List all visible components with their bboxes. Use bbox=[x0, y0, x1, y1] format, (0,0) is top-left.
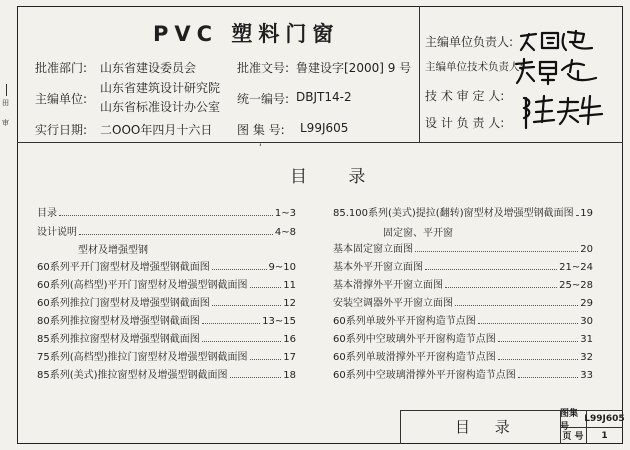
toc-leader bbox=[230, 377, 282, 378]
atlas-label: 图 集 号: bbox=[237, 123, 285, 137]
serial-label: 统一编号: bbox=[237, 92, 290, 106]
toc-item[interactable] bbox=[333, 260, 593, 273]
toc-item-page: 4~8 bbox=[274, 227, 296, 238]
toc-item-label: 60系列(高档型)平开门窗型材及增强型钢截面图 bbox=[37, 280, 248, 291]
doc-no-value: 鲁建设字[2000] 9 号 bbox=[296, 61, 412, 75]
margin-mark: 田 bbox=[2, 99, 9, 107]
toc-item-label: 60系列单玻滑撑外平开窗构造节点图 bbox=[333, 352, 496, 363]
approve-dept-value: 山东省建设委员会 bbox=[100, 61, 197, 75]
toc-item[interactable] bbox=[37, 296, 296, 309]
toc-item-page: 31 bbox=[580, 334, 593, 345]
toc-item[interactable] bbox=[37, 206, 296, 219]
toc-leader bbox=[250, 287, 282, 288]
title-block-atlas-label: 图集号 bbox=[560, 408, 579, 432]
toc-item-label: 85系列推拉窗型材及增强型钢截面图 bbox=[37, 334, 200, 345]
toc-item-label: 60系列平开门窗型材及增强型钢截面图 bbox=[37, 262, 210, 273]
toc-item-page: 19 bbox=[580, 208, 593, 219]
tick-mark: ' bbox=[259, 143, 262, 153]
toc-leader bbox=[59, 215, 273, 216]
toc-item[interactable] bbox=[37, 368, 296, 381]
toc-item[interactable] bbox=[333, 296, 593, 309]
title-block-left bbox=[400, 410, 401, 444]
toc-item[interactable] bbox=[333, 332, 593, 345]
margin-tick bbox=[6, 84, 7, 96]
toc-item-label: 85系列(美式)推拉窗型材及增强型钢截面图 bbox=[37, 370, 228, 381]
document-title: PVC 塑料门窗 bbox=[153, 22, 340, 46]
toc-item-page: 32 bbox=[580, 352, 593, 363]
signature-2 bbox=[512, 56, 602, 86]
toc-item-page: 20 bbox=[580, 244, 593, 255]
toc-item[interactable] bbox=[333, 206, 593, 219]
toc-item-label: 60系列推拉门窗型材及增强型钢截面图 bbox=[37, 298, 210, 309]
toc-item[interactable] bbox=[333, 314, 593, 327]
toc-item[interactable] bbox=[37, 314, 296, 327]
toc-item-label: 60系列中空玻璃滑撑外平开窗构造节点图 bbox=[333, 370, 516, 381]
toc-title: 目 录 bbox=[290, 167, 384, 187]
review-label: 技 术 审 定 人: bbox=[425, 89, 505, 103]
toc-leader bbox=[518, 377, 579, 378]
toc-leader bbox=[212, 269, 267, 270]
toc-leader bbox=[478, 323, 579, 324]
toc-item[interactable] bbox=[37, 225, 296, 238]
toc-item-label: 60系列中空玻璃外平开窗构造节点图 bbox=[333, 334, 496, 345]
toc-item[interactable] bbox=[37, 260, 296, 273]
toc-item-page: 11 bbox=[283, 280, 296, 291]
toc-item-page: 29 bbox=[580, 298, 593, 309]
toc-leader bbox=[79, 234, 273, 235]
toc-leader bbox=[498, 341, 579, 342]
title-block-name: 目 录 bbox=[455, 418, 520, 436]
serial-value: DBJT14-2 bbox=[296, 90, 352, 104]
toc-leader bbox=[415, 251, 578, 252]
toc-item-page: 13~15 bbox=[262, 316, 296, 327]
toc-item-label: 80系列推拉窗型材及增强型钢截面图 bbox=[37, 316, 200, 327]
editor-label: 主编单位: bbox=[35, 92, 88, 106]
date-label: 实行日期: bbox=[35, 123, 88, 137]
editor-value-2: 山东省标准设计办公室 bbox=[100, 100, 221, 114]
toc-item[interactable] bbox=[333, 350, 593, 363]
toc-leader bbox=[498, 359, 579, 360]
toc-item[interactable] bbox=[333, 242, 593, 255]
header-column-divider bbox=[419, 6, 420, 142]
toc-item-label: 安装空调器外平开窗立面图 bbox=[333, 298, 453, 309]
toc-item[interactable] bbox=[333, 278, 593, 291]
toc-item-page: 33 bbox=[580, 370, 593, 381]
toc-item-label: 基本外平开窗立面图 bbox=[333, 262, 423, 273]
toc-section-heading: 固定窗、平开窗 bbox=[383, 228, 453, 239]
title-block-page-label: 页 号 bbox=[562, 432, 584, 442]
toc-item-label: 85.100系列(美式)提拉(翻转)窗型材及增强型钢截面图 bbox=[333, 208, 574, 219]
toc-item-label: 设计说明 bbox=[37, 227, 77, 238]
toc-leader bbox=[425, 269, 557, 270]
approve-dept-label: 批准部门: bbox=[35, 61, 88, 75]
title-block-page-value: 1 bbox=[601, 430, 608, 441]
toc-item[interactable] bbox=[333, 368, 593, 381]
atlas-value: L99J605 bbox=[300, 121, 349, 135]
margin-mark: 审 bbox=[2, 119, 9, 127]
toc-item-page: 21~24 bbox=[559, 262, 593, 273]
toc-item-page: 12 bbox=[283, 298, 296, 309]
toc-item[interactable] bbox=[37, 278, 296, 291]
toc-item-page: 17 bbox=[283, 352, 296, 363]
toc-item-page: 16 bbox=[283, 334, 296, 345]
toc-leader bbox=[202, 341, 282, 342]
toc-item-page: 18 bbox=[283, 370, 296, 381]
toc-item[interactable] bbox=[37, 350, 296, 363]
toc-section-heading: 型材及增强型钢 bbox=[78, 245, 148, 256]
toc-item-label: 目录 bbox=[37, 208, 57, 219]
toc-leader bbox=[576, 215, 579, 216]
toc-item-label: 75系列(高档型)推拉门窗型材及增强型钢截面图 bbox=[37, 352, 248, 363]
toc-item-page: 25~28 bbox=[559, 280, 593, 291]
toc-item-label: 60系列单玻外平开窗构造节点图 bbox=[333, 316, 476, 327]
design-label: 设 计 负 责 人: bbox=[425, 116, 505, 130]
toc-item-page: 9~10 bbox=[268, 262, 296, 273]
header-divider bbox=[17, 142, 623, 143]
toc-item[interactable] bbox=[37, 332, 296, 345]
toc-item-label: 基本固定窗立面图 bbox=[333, 244, 413, 255]
toc-leader bbox=[212, 305, 282, 306]
toc-leader bbox=[250, 359, 282, 360]
editor-value-1: 山东省建筑设计研究院 bbox=[100, 81, 221, 95]
doc-no-label: 批准文号: bbox=[237, 61, 290, 75]
toc-leader bbox=[202, 323, 260, 324]
toc-item-label: 基本滑撑外平开窗立面图 bbox=[333, 280, 443, 291]
date-value: 二OOO年四月十六日 bbox=[100, 123, 213, 137]
toc-item-page: 30 bbox=[580, 316, 593, 327]
signature-1 bbox=[518, 28, 596, 54]
tech-person-label: 主编单位技术负责人: bbox=[425, 61, 524, 73]
toc-leader bbox=[455, 305, 578, 306]
toc-item-page: 1~3 bbox=[274, 208, 296, 219]
title-block-atlas-value: L99J605 bbox=[584, 413, 625, 424]
resp-person-label: 主编单位负责人: bbox=[425, 35, 514, 49]
signature-3 bbox=[518, 94, 606, 130]
toc-leader bbox=[445, 287, 557, 288]
